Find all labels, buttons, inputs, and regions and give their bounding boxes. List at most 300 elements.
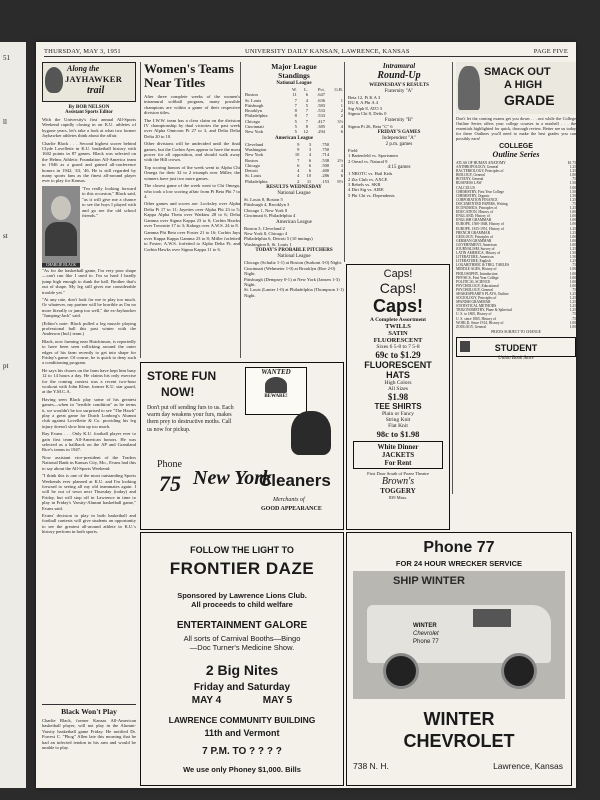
tee-shirts-heading: TEE SHIRTS [374,402,422,411]
games-behind: 6 [340,129,343,135]
games-behind: 4 [340,168,343,174]
store-fun-text: Don't put off sending furs to us. Each warm day weakens your furs, makes them prey to destructive moths. Call us now for pickup. [147,405,234,433]
american-league-table [244,142,344,184]
table-row [244,152,344,157]
wins: 5 [294,124,297,130]
outline-price: .75 [571,263,576,268]
fraternity-b-heading: Fraternity "B" [384,117,414,123]
outline-price: .75 [571,312,576,317]
outline-price: 1.25 [569,206,576,211]
outline-title: ENGLAND, History of [456,214,490,219]
wanted-poster [245,367,307,415]
frontier-daze-title: FRONTIER DAZE [169,559,315,578]
booths-line: All sorts of Carnival Booths—Bingo [183,634,301,643]
outline-price: 1.25 [569,197,576,202]
student-text: STUDENT [494,342,538,353]
hats-sizes: All Sizes [387,386,408,392]
smack-out-banner [456,62,576,114]
losses: 6 [308,168,312,174]
truck-wheel-front [501,653,537,689]
article-paragraph: "At any rate, don't look for me to play too much. Or whatever, my partner will be horrible as I'm no more literally or jump too well," the ex-Jayhawker "Jumping-Jack" said. [42,296,136,319]
team-name: Chicago [245,162,260,168]
hats-heading: HATS [386,370,410,380]
article-paragraph: Now assistant vice-president of the Traders National Bank in Kansas City, Mo., Evans had this to say about the All-Sports Weekend: [42,454,136,471]
outline-title: GERMAN GRAMMAR [456,238,492,243]
outline-price: 1.25 [569,230,576,235]
photo-shoulders [45,222,77,256]
store-location: First Door South of Pozez Theatre [367,471,429,476]
logo-line1: Along the [67,64,100,73]
outline-price: 1.50 [569,251,576,256]
game-line: 4 Dirt Sig vs. AIEE [348,187,384,193]
pct: .533 [317,108,325,114]
team-name: Chicago [245,118,260,124]
wins: 4 [297,168,300,174]
truck-door-text-3: Phone 77 [413,639,439,645]
black-wont-play-box [42,704,136,785]
phoney-bills-line: We use only Phoney $1,000. Bills [183,765,301,774]
tee-string: String Knit [385,417,411,423]
games-behind: 8½ [337,178,343,184]
probable-nl-heading: National League [277,254,311,260]
page-number: PAGE FIVE [533,48,568,55]
white-dinner: White Dinner [377,443,419,451]
result-line: Cincinnati 6, Philadelphia 4 [244,213,296,219]
outline-price: 1.50 [569,189,576,194]
new-york-script: New York [193,467,273,489]
cat-icon [291,411,331,455]
sponsor-line-1: Sponsored by Lawrence Lions Club. [177,591,307,600]
result-line: DU 8, A Phi A 4 [348,100,378,106]
result-line: Philadelphia 6, Detroit 5 (10 innings) [244,236,313,242]
wins: 11 [292,92,297,98]
article-paragraph: Top scoring honors of the week went to Alpha Chi Omega for their 32 to 2 triumph over Miller; the winners have just two more games. [144,164,240,181]
jayhawk-mascot-icon [45,67,63,93]
outline-title: PHILOSOPHY, Introduction [456,271,498,276]
outline-price: 1.50 [569,193,576,198]
field-label: Field [348,148,358,154]
intramural-title-1: Intramural [382,62,416,70]
game-line: 2 Zta Club vs. AXCE [348,176,388,182]
outline-title: BACTERIOLOGY, Principles of [456,169,504,174]
tee-plain: Plain or Fancy [381,411,415,417]
losses: 5 [305,102,309,108]
pitcher-line: Cincinnati (Wehmeier 1-0) at Brooklyn (Roe 2-0) Night. [244,265,336,277]
baseball-player-icon [458,66,480,110]
outline-title: POLITICAL SCIENCE [456,279,491,284]
outline-price: 1.25 [569,304,576,309]
new-york-cleaners-advertisement [140,362,344,530]
outline-price: .75 [571,287,576,292]
article-paragraph: The closest game of the week went to Chi Omega, who took a low scoring affair from Pi Beta Phi 7 to 4. [144,183,240,199]
outline-title: JOURNALISM, Survey of [456,246,495,251]
outline-title: EDUCATION, History of [456,210,494,215]
team-name: Philadelphia [245,113,268,119]
losses: 11 [306,178,312,184]
outline-price: 1.00 [569,218,576,223]
outline-price: 1.50 [569,181,576,186]
article-paragraph: Having seen Black play some of his greatest games—when in "terrible condition" as he terms it, we wouldn't be too surprised to see "The Hawk" play a great game for Dutch Lonborg's Alumni club against Lovellette & Co. providing his leg injury doesn't slow him up too much. [42,396,136,429]
outline-title: MIDDLE AGES, History of [456,267,497,272]
article-paragraph: With the University's first annual All-Sports Weekend rapidly closing in on K.U. athletes of bygone years, let's take a look at what two former Jayhawker athletes think about the affair. [42,117,136,139]
street-line: 11th and Vermont [204,728,280,738]
games-behind: 2½ [337,157,343,163]
losses: 8 [305,124,309,130]
outline-price: 1.00 [569,234,576,239]
friday-saturday: Friday and Saturday [193,682,291,693]
pct: .750 [321,141,330,147]
outline-price: 1.00 [569,324,576,329]
wins: 10 [294,152,300,158]
outline-price: 1.00 [569,173,576,178]
team-name: Philadelphia [245,178,268,184]
outline-price: 1.00 [569,210,576,215]
losses: 4 [308,152,312,158]
header-cell: L. [304,87,309,92]
entertainment-line: ENTERTAINMENT GALORE [176,620,308,631]
charlie-black-photo [42,186,80,268]
wins: 6 [297,162,300,168]
tee-price: 98c to $1.98 [376,429,420,439]
pct: .714 [321,152,330,158]
wins: 8 [294,113,297,119]
outline-price: 1.00 [569,283,576,288]
header-cell: W. [291,87,297,92]
womens-headline-1: Women's Teams [144,62,234,76]
table-row [244,129,344,134]
result-line: New York 8, Chicago 4 [244,231,288,237]
losses: 7 [305,113,309,119]
outline-price: 1.00 [569,279,576,284]
losses: 3 [308,146,312,152]
outline-title: STATISTICAL METHODS [456,304,497,309]
team-name: New York [245,129,264,135]
smack-out-text: SMACK OUT [484,66,551,78]
garage-sign: SHIP WINTER [393,575,465,587]
probable-pitchers-heading: TODAY'S PROBABLE PITCHERS [255,248,333,254]
winter-name: WINTER [423,709,495,729]
outline-price: .75 [571,201,576,206]
pitcher-line: St. Louis (Lanier 1-0) at Philadelphia (Thompson 1-1) Night. [244,287,344,298]
black-wont-play-text: Charlie Black, former Kansas All-American basketball player, will not play in the Alumni-Varsity basketball game Friday. He notified Dr. Forrest C. "Phog" Allen late this morning that he had an infected tendon in his arm and would be unable to play. [42,718,136,751]
games-behind: 2 [340,108,343,114]
outline-price: 1.00 [569,271,576,276]
outline-title: GEOLOGY, Principles of [456,234,493,239]
article-paragraph: Gamma Phi Beta over Foster 21 to 16; Corbin Jays over Kappa Kappa Gamma 23 to 8; Miller forfeited to Foster; A.W.S. forfeited to Alpha Delta Pi; and Corbin Hawks over Sigma Kappa 11 to 6. [144,230,240,252]
outline-price: 1.25 [569,165,576,170]
team-name: St. Louis [245,173,262,179]
result-line: Sigma Pi 26, Beta "C" 6 [348,123,393,129]
team-name: Cincinnati [245,124,264,130]
big-nites: 2 Big Nites [205,662,279,678]
paper-name: UNIVERSITY DAILY KANSAN, LAWRENCE, KANSAS [244,48,410,55]
result-line: Pittsburgh 4, Brooklyn 3 [244,202,290,208]
outline-title: LITERATURE, American [456,255,494,260]
outline-title: CHEMISTRY, Organic [456,193,490,198]
outline-price: 1.25 [569,259,576,264]
jackets: JACKETS [381,451,415,459]
article-paragraph: (Editor's note: Black pulled a leg muscle playing professional ball this past winter with the Anderson (Ind.) team.) [42,320,136,337]
white-jackets-box [353,441,443,469]
outline-price: 1.00 [569,275,576,280]
wins: 5 [294,129,297,135]
price-note: PRICES SUBJECT TO CHANGE [491,329,541,334]
result-line: Washington 8, St. Louis 1 [244,241,292,247]
list-item [456,325,576,329]
article-paragraph: "As for the basketball game, I'm very poor shape—can't run like I used to. I'm so hard I hardly jump high enough to dunk the ball. Brother that's out of shape. My leg still gives me considerable trouble yet." [42,267,136,295]
pct: .636 [317,97,325,103]
pitcher-line: Chicago (Schultz 1-1) at Boston (Surkont 3-0) Night. [244,260,342,266]
header-cell: G.B. [334,87,343,92]
wins: 7 [294,97,297,103]
sponsor-line-2: All proceeds to child welfare [191,600,293,609]
wins: 2 [297,178,300,184]
truck-cab-window [473,609,511,627]
games-behind: 1 [340,102,343,108]
games-behind: 3½ [337,118,343,124]
result-line: St. Louis 8, Boston 5 [244,197,283,203]
team-name: Brooklyn [245,108,263,114]
outline-price: 1.00 [569,185,576,190]
truck-door-text-2: Chevrolet [413,631,439,637]
truck-door-text-1: WINTER [413,623,437,629]
games-behind: 6 [340,173,343,179]
black-wont-play-headline: Black Won't Play [61,707,117,716]
results-al-heading: American League [276,219,312,225]
standings-title-2: Standings [278,71,310,80]
dealer-address: 738 N. H. [353,761,389,771]
cleaners-name: Cleaners [259,471,331,490]
phone-number: 75 [159,471,181,496]
intramural-roundup [344,62,450,262]
smack-out-blurb: Don't let the coming exams get you down . . . not while the College Outline Series offers your college courses in a nutshell . . . the essentials highlighted for quick, thorough review. Better see us today for these Outlines you'll need to make the best grades you can possibly earn! [456,116,576,141]
outline-price: 1.25 [569,296,576,301]
for-rent: For Rent [384,459,412,467]
store-name-script: Brown's [381,476,415,487]
game-line: 3 Rebels vs. SKR [348,182,381,188]
losses: 3 [308,141,312,147]
pitcher-line: Pittsburgh (Dempsey 0-1) at New York (Jansen 1-3) Night. [244,276,340,287]
pct: .500 [321,162,330,168]
caps-line-3: Caps! [372,296,423,316]
losses: 4 [305,97,309,103]
article-paragraph: Other divisions will be undecided until the final games, but the Corbin Ayes appear to have the most power for all opposition, and should walk away with the Hill crown. [144,141,240,163]
outline-title: LOGARITHMIC & TRIG. TABLES [456,263,510,268]
article-paragraph: Charlie Black . . . Second highest scorer behind Clyde Lovellette in K.U. basketball history with 1602 points in 87 games. Black was selected on the Helms Athletic Foundation All-America team in 1946 as a guard and gained all-conference honors in 1942, '43, '46. He is still regarded by many sports fans as the finest all-around player ever to play for Kansas. [42,140,136,184]
union-book-store-text: Union Book Store [498,355,534,361]
tee-flat: Flat Knit [388,423,408,429]
outline-price: .75 [571,177,576,182]
pct: .385 [317,124,325,130]
table-row [244,179,344,184]
hats-price: $1.98 [387,392,409,402]
result-line: Sig Alph 8, ATO 3 [348,105,382,111]
games-behind: 4 [340,124,343,130]
wins: 4 [297,173,300,179]
store-fun-title-1: STORE FUN [147,369,217,383]
outline-title: ECONOMICS, Principles of [456,206,498,211]
college-heading: COLLEGE [499,143,533,150]
outline-title: GOVERNMENT, American [456,242,497,247]
team-name: St. Louis [245,97,262,103]
grade-text: GRADE [504,92,555,108]
truck-wheel-rear [383,653,419,689]
caps-line-1: Caps! [383,268,413,280]
store-name: TOGGERY [380,487,416,495]
team-name: Detroit [245,168,258,174]
beware-text: BEWARE! [264,394,288,399]
store-address: 839 Mass. [388,495,408,500]
article-paragraph: The I.W.W. team has a clear claim on the division IV championship by dual victories the past week over Alpha Omicron Pi 27 to 3, and Delta Delta Delta 20 to 10. [144,117,240,139]
losses: 10 [306,173,312,179]
independent-a-heading: Independent "A" [382,136,416,142]
article-paragraph: "I'm really looking forward to this occasion," Black said, "as it will give me a chance to see the boys I played with and go see the old school friends." [82,185,136,218]
adjacent-page-fragment: 51 [3,54,10,62]
outline-price: 1.25 [569,292,576,296]
pct: .533 [317,113,325,119]
result-line: Boston 3, Cleveland 2 [244,225,285,231]
slogan-line-1: Merchants of [273,497,305,503]
outline-price: 1.00 [569,238,576,243]
jayhawker-logo [42,62,136,102]
student-bookstore-logo [456,337,576,361]
caps-sizes: Sixes 6 5-8 to 7 5-8 [376,344,420,350]
pct: .538 [321,157,330,163]
game-line: 1 Battenfeld vs. Sportsmen [348,153,398,159]
outline-price: 1.00 [569,267,576,272]
page-date: THURSDAY, MAY 3, 1951 [44,48,121,55]
wednesday-results-heading: WEDNESDAY'S RESULTS [369,83,429,88]
article-paragraph: Evans' decision to play in both basketball and football contests will give students an opportunity to see the greatest all-around athlete in K.U.'s history perform in both sports. [42,512,136,535]
result-line: Chicago 1, New York 0 [244,207,288,213]
outline-title: BIOLOGY, General [456,173,485,178]
adjacent-page-fragment: ll [3,118,7,126]
losses: 6 [305,92,309,98]
fraternity-a-heading: Fraternity "A" [384,89,414,94]
caps-satin: SATIN [388,330,408,337]
team-name: Boston [245,157,258,163]
wanted-text: WANTED [261,368,291,376]
wins: 7 [294,102,297,108]
standings-column [240,62,344,358]
pct: .153 [321,178,330,184]
phone-label: Phone [157,459,182,470]
book-icon [460,341,470,352]
result-line: Sigma Chi 8, Delts 0 [348,111,387,117]
outline-title: ENGLISH GRAMMAR [456,218,492,223]
adjacent-page-strip [0,42,26,788]
caps-price: 69c to $1.29 [375,350,421,360]
article-paragraph: He says his chores on the farm have kept him busy 12 to 14 hours a day. He claims his only exercise for the coming contest was a recent two-hour workout with John Kline, former K.U. star guard, at the Y.M.C.A. [42,367,136,395]
game-line: 1 NROTC vs. Hail Kids [348,171,393,177]
outline-price: 1.00 [569,214,576,219]
games-behind: 2 [340,113,343,119]
wins: 9 [297,141,300,147]
outline-title: EUROPE, 1815-1951, History of [456,226,504,231]
phone-77-title: Phone 77 [423,539,495,556]
outline-title: FRENCH GRAMMAR [456,230,491,235]
wins: 5 [294,118,297,124]
outline-price: 1.00 [569,242,576,247]
newspaper-page [36,42,576,788]
outline-title: PSYCHOLOGY, Educational [456,283,499,288]
photo-caption: CHARLIE BLACK [42,263,80,267]
outline-title: SHAKESPEARE'S PLAYS, Outline [456,292,509,296]
losses: 6 [308,162,312,168]
assortment-line: A Complete Assortment [370,317,426,323]
outline-title: BOTANY, General [456,177,484,182]
national-league-heading: National League [276,81,312,86]
pct: .417 [317,118,325,124]
byline-title: Assistant Sports Editor [65,110,113,115]
friday-games-heading: FRIDAY'S GAMES [377,130,421,136]
outline-title: ATLAS OF HUMAN ANATOMY [456,161,506,165]
game-time: 4:15 games [387,165,411,171]
outline-title: DOCUMENTED PAPERS, Writing [456,201,508,206]
wins: 8 [294,108,297,114]
team-name: New York [245,152,264,158]
adjacent-page-fragment: st [3,232,8,240]
pct: .294 [317,129,325,135]
womens-headline-2: Near Titles [144,75,206,90]
fluorescent-heading: FLUORESCENT [364,360,432,370]
outline-title: U. S. since 1865, History of [456,316,497,321]
outline-title: CALCULUS [456,185,475,190]
store-fun-title-2: NOW! [161,385,195,399]
byline: By BOB NELSON [68,104,110,110]
chevrolet-name: CHEVROLET [403,731,515,751]
american-league-heading: American League [275,135,313,141]
outline-title: SPANISH GRAMMAR [456,300,491,305]
outline-price: 1.25 [569,300,576,305]
losses: 7 [305,108,309,114]
team-name: Pittsburgh [245,102,264,108]
outline-price: 1.25 [569,226,576,231]
outline-title: TRIGONOMETRY, Plane & Spherical [456,308,513,313]
pct: .400 [321,168,330,174]
outline-title: BUSINESS LAW [456,181,482,186]
outline-title: SOCIOLOGY, Principles of [456,296,497,301]
pct: .647 [317,92,325,98]
caps-line-2: Caps! [379,280,417,296]
follow-line: FOLLOW THE LIGHT TO [190,545,294,555]
caps-twills: TWILLS [385,323,411,330]
moth-icon [265,377,287,393]
jayhawker-trail-column [42,62,136,784]
outline-title: WORLD, Since 1914, History of [456,320,504,325]
medicine-show-line: —Doc Turner's Medicine Show. [189,643,295,652]
outline-title: EUROPE, 1500-1848, History of [456,222,504,227]
article-paragraph: Ray Evans . . . Only K.U. football player ever to gain first team All-American honors. He was selected as a halfback on the AP and Grantland Rice's teams in 1947. [42,431,136,453]
games-behind: 3 [340,162,343,168]
outline-price: .75 [571,316,576,321]
outline-title: LITERATURE, English [456,259,491,264]
page-header [44,48,568,57]
venue-line: LAWRENCE COMMUNITY BUILDING [168,715,316,725]
article-paragraph: "I think this is one of the most outstanding Sports Weekends ever planned at K.U. and I'm looking forward to seeing all my old teammates again. I will be out of town next Thursday (today) and Friday, but will stop off in Lawrence in time to play in Friday's Varsity-Alumni basketball game," Evans said. [42,473,136,511]
standings-title-1: Major League [271,62,317,71]
game-time: 2 p.m. games [385,142,413,148]
dealer-city: Lawrence, Kansas [493,761,563,771]
frontier-daze-advertisement [140,532,344,786]
losses: 12 [303,129,309,135]
outline-title: CHEMISTRY, First Year College [456,189,504,194]
outline-title: U. S. to 1865, History of [456,312,492,317]
header-cell: Pct. [318,87,325,92]
outline-title: ANTHROPOLOGY, General [456,165,499,170]
outline-price: 1.00 [569,320,576,325]
date-may-5: MAY 5 [262,695,293,706]
